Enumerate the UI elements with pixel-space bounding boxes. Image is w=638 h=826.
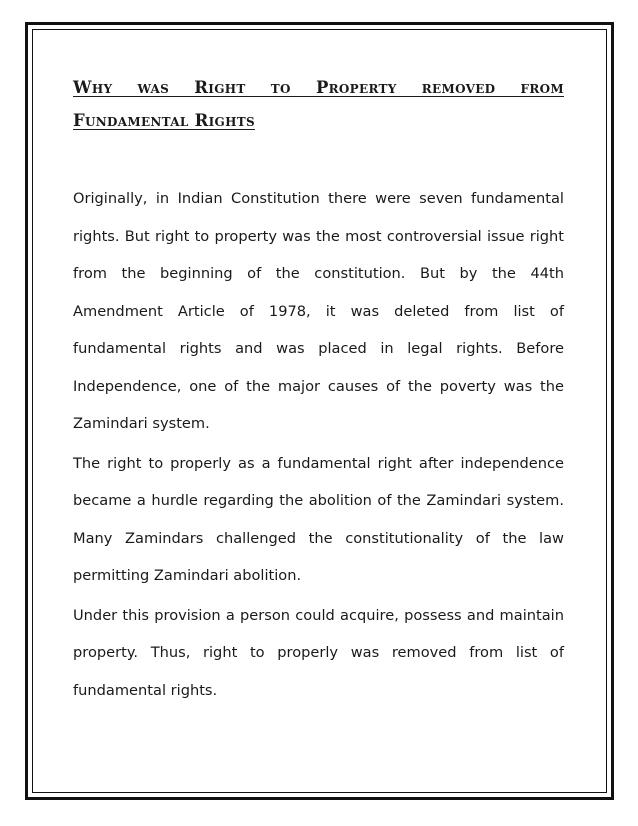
paragraph-3: Under this provision a person could acquire, possess and maintain property. Thus, right to properly was removed from list of fundamental rights. — [73, 606, 564, 699]
document-heading — [73, 71, 564, 137]
paragraph-1: Originally, in Indian Constitution there were seven fundamental rights. But right to property was the most controversial issue right from the beginning of the constitution. But by the 44th Amendment Article of 1978, it was deleted from list of fundamental rights and was placed in legal rights. Before Independence, one of the major causes of the poverty was the Zamindari system. — [73, 190, 564, 432]
document-body — [73, 71, 564, 709]
heading-line-2: Fundamental Rights — [73, 111, 255, 130]
heading-line-1: Why was Right to Property removed from — [73, 78, 564, 97]
paragraph-2: The right to properly as a fundamental right after independence became a hurdle regarding the abolition of the Zamindari system. Many Zamindars challenged the constitutionality of the law permitting Zamindari abolition. — [73, 454, 564, 584]
